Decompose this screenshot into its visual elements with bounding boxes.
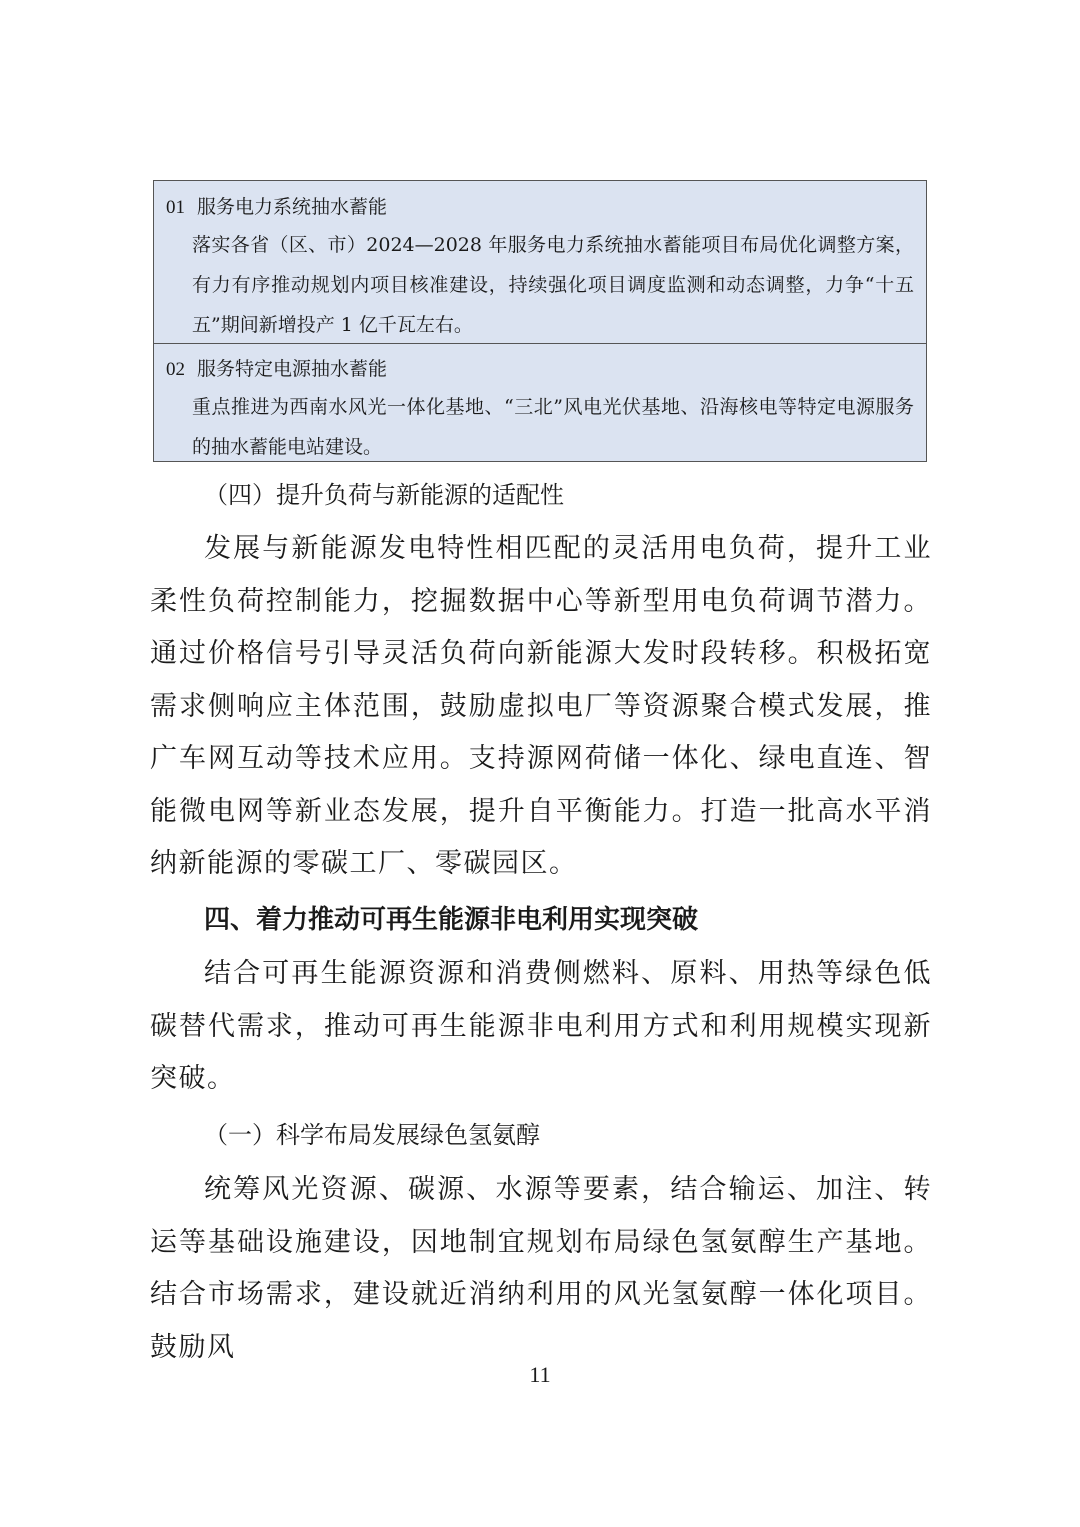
box-item-title: 服务特定电源抽水蓄能 [197, 358, 388, 380]
section-heading-load-adaptability: （四）提升负荷与新能源的适配性 [204, 481, 564, 509]
page-number: 11 [529, 1362, 551, 1387]
box-item-pumped-storage-specific [154, 343, 926, 461]
paragraph-load-adaptability: 发展与新能源发电特性相匹配的灵活用电负荷，提升工业柔性负荷控制能力，挖掘数据中心等新型用电负荷调节潜力。通过价格信号引导灵活负荷向新能源大发时段转移。积极拓宽需求侧响应主体范围，鼓励虚拟电厂等资源聚合模式发展，推广车网互动等技术应用。支持源网荷储一体化、绿电直连、智能微电网等新业态发展，提升自平衡能力。打造一批高水平消纳新能源的零碳工厂、零碳园区。 [150, 533, 932, 879]
box-item-pumped-storage-system [154, 181, 926, 344]
box-item-number: 01 [166, 197, 185, 218]
paragraph-non-electric-use: 结合可再生能源资源和消费侧燃料、原料、用热等绿色低碳替代需求，推动可再生能源非电利用方式和利用规模实现新突破。 [150, 958, 932, 1094]
box-item-body: 落实各省（区、市）2024—2028 年服务电力系统抽水蓄能项目布局优化调整方案，有力有序推动规划内项目核准建设，持续强化项目调度监测和动态调整，力争“十五五”期间新增投产 1 亿千瓦左右。 [192, 234, 914, 336]
paragraph-green-hydrogen: 统筹风光资源、碳源、水源等要素，结合输运、加注、转运等基础设施建设，因地制宜规划布局绿色氢氨醇生产基地。结合市场需求，建设就近消纳利用的风光氢氨醇一体化项目。鼓励风 [150, 1174, 932, 1363]
box-item-heading [166, 193, 387, 222]
box-item-title: 服务电力系统抽水蓄能 [197, 196, 388, 218]
chapter-heading-non-electric-use: 四、着力推动可再生能源非电利用实现突破 [204, 905, 699, 935]
project-box [153, 180, 927, 462]
section-heading-green-hydrogen: （一）科学布局发展绿色氢氨醇 [204, 1121, 540, 1149]
box-item-heading [166, 355, 387, 384]
box-item-body: 重点推进为西南水风光一体化基地、“三北”风电光伏基地、沿海核电等特定电源服务的抽水蓄能电站建设。 [192, 396, 914, 458]
box-item-number: 02 [166, 359, 185, 380]
